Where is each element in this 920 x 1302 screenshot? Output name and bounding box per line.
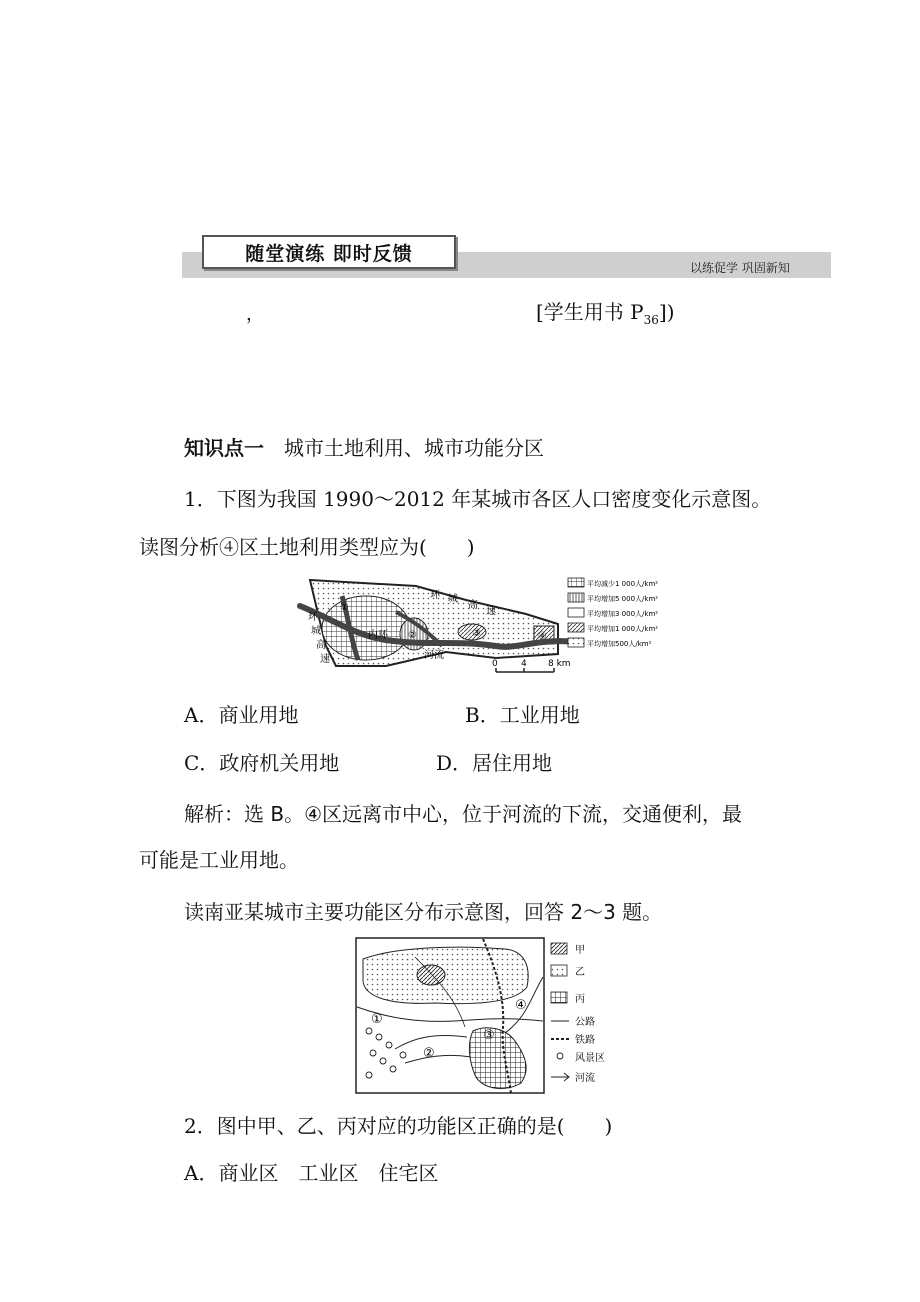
zone-3-label: ③ xyxy=(483,1028,495,1043)
q1-option-a[interactable]: A．商业用地 xyxy=(184,703,299,727)
inner-ring-label: 内环 xyxy=(368,630,388,641)
q1-option-c[interactable]: C．政府机关用地 xyxy=(184,751,340,775)
zone-1-label: ① xyxy=(371,1012,383,1027)
legend-river: 河流 xyxy=(575,1073,595,1084)
legend-item: 平均增加1 000人/km² xyxy=(587,625,659,633)
legend-railway: 铁路 xyxy=(575,1035,595,1046)
legend-item: 平均增加3 000人/km² xyxy=(587,610,659,618)
legend-item: 平均增加5 000人/km² xyxy=(587,595,659,603)
legend-item: 平均增加500人/km² xyxy=(587,640,652,648)
ring-char: 城 xyxy=(448,594,458,605)
stray-comma: ， xyxy=(246,304,264,325)
banner-slogan: 以练促学 巩固新知 xyxy=(690,261,790,275)
q1-stem-line2: 读图分析④区土地利用类型应为( ) xyxy=(139,535,475,559)
river-label: 河流 xyxy=(424,650,444,661)
legend-yi: 乙 xyxy=(575,967,585,978)
ring-char-left: 高 xyxy=(316,640,326,651)
banner-title: 随堂演练 即时反馈 xyxy=(202,235,456,269)
q1-analysis-line2: 可能是工业用地。 xyxy=(139,848,299,872)
ring-char: 环 xyxy=(430,590,440,601)
ring-char: 高 xyxy=(468,600,478,611)
legend-jia: 甲 xyxy=(575,945,585,956)
scale-0: 0 xyxy=(492,659,498,669)
q1-analysis-line1: 解析：选 B。④区远离市中心，位于河流的下流，交通便利，最 xyxy=(184,802,743,826)
zone-2-label: ② xyxy=(423,1046,435,1061)
population-density-map xyxy=(296,576,686,682)
legend-item: 平均减少1 000人/km² xyxy=(587,580,659,588)
section-label: 知识点一 xyxy=(184,436,264,460)
ring-char-left: 速 xyxy=(320,654,330,665)
q1-option-d[interactable]: D．居住用地 xyxy=(436,751,553,775)
zone-4-label: ④ xyxy=(515,998,527,1013)
ring-char-left: 环 xyxy=(308,612,318,623)
textbook-reference: [学生用书 $P_{36}$]) xyxy=(536,300,675,327)
legend-scenic: 风景区 xyxy=(575,1053,605,1064)
zone-3-label: ③ xyxy=(472,628,481,639)
q1-stem-line1: 1．下图为我国 1990～2012 年某城市各区人口密度变化示意图。 xyxy=(184,487,772,511)
ring-char-left: 城 xyxy=(311,626,321,637)
functional-zone-map xyxy=(355,937,631,1095)
legend-bing: 丙 xyxy=(575,994,585,1005)
q1-option-b[interactable]: B．工业用地 xyxy=(465,703,580,727)
scale-8: 8 km xyxy=(548,659,571,669)
zone-1-label: ① xyxy=(340,602,349,613)
q2-stem: 2．图中甲、乙、丙对应的功能区正确的是( ) xyxy=(184,1114,613,1138)
q2-option-a[interactable]: A．商业区 工业区 住宅区 xyxy=(184,1161,439,1185)
section-heading xyxy=(184,434,544,462)
scale-4: 4 xyxy=(521,659,527,669)
zone-4-label: ④ xyxy=(538,631,547,642)
zone-2-label: ② xyxy=(408,630,417,641)
legend-road: 公路 xyxy=(575,1017,595,1028)
section-title: 城市土地利用、城市功能分区 xyxy=(284,436,544,460)
ring-char: 速 xyxy=(486,606,496,617)
q2-3-intro: 读南亚某城市主要功能区分布示意图，回答 2～3 题。 xyxy=(184,900,663,924)
